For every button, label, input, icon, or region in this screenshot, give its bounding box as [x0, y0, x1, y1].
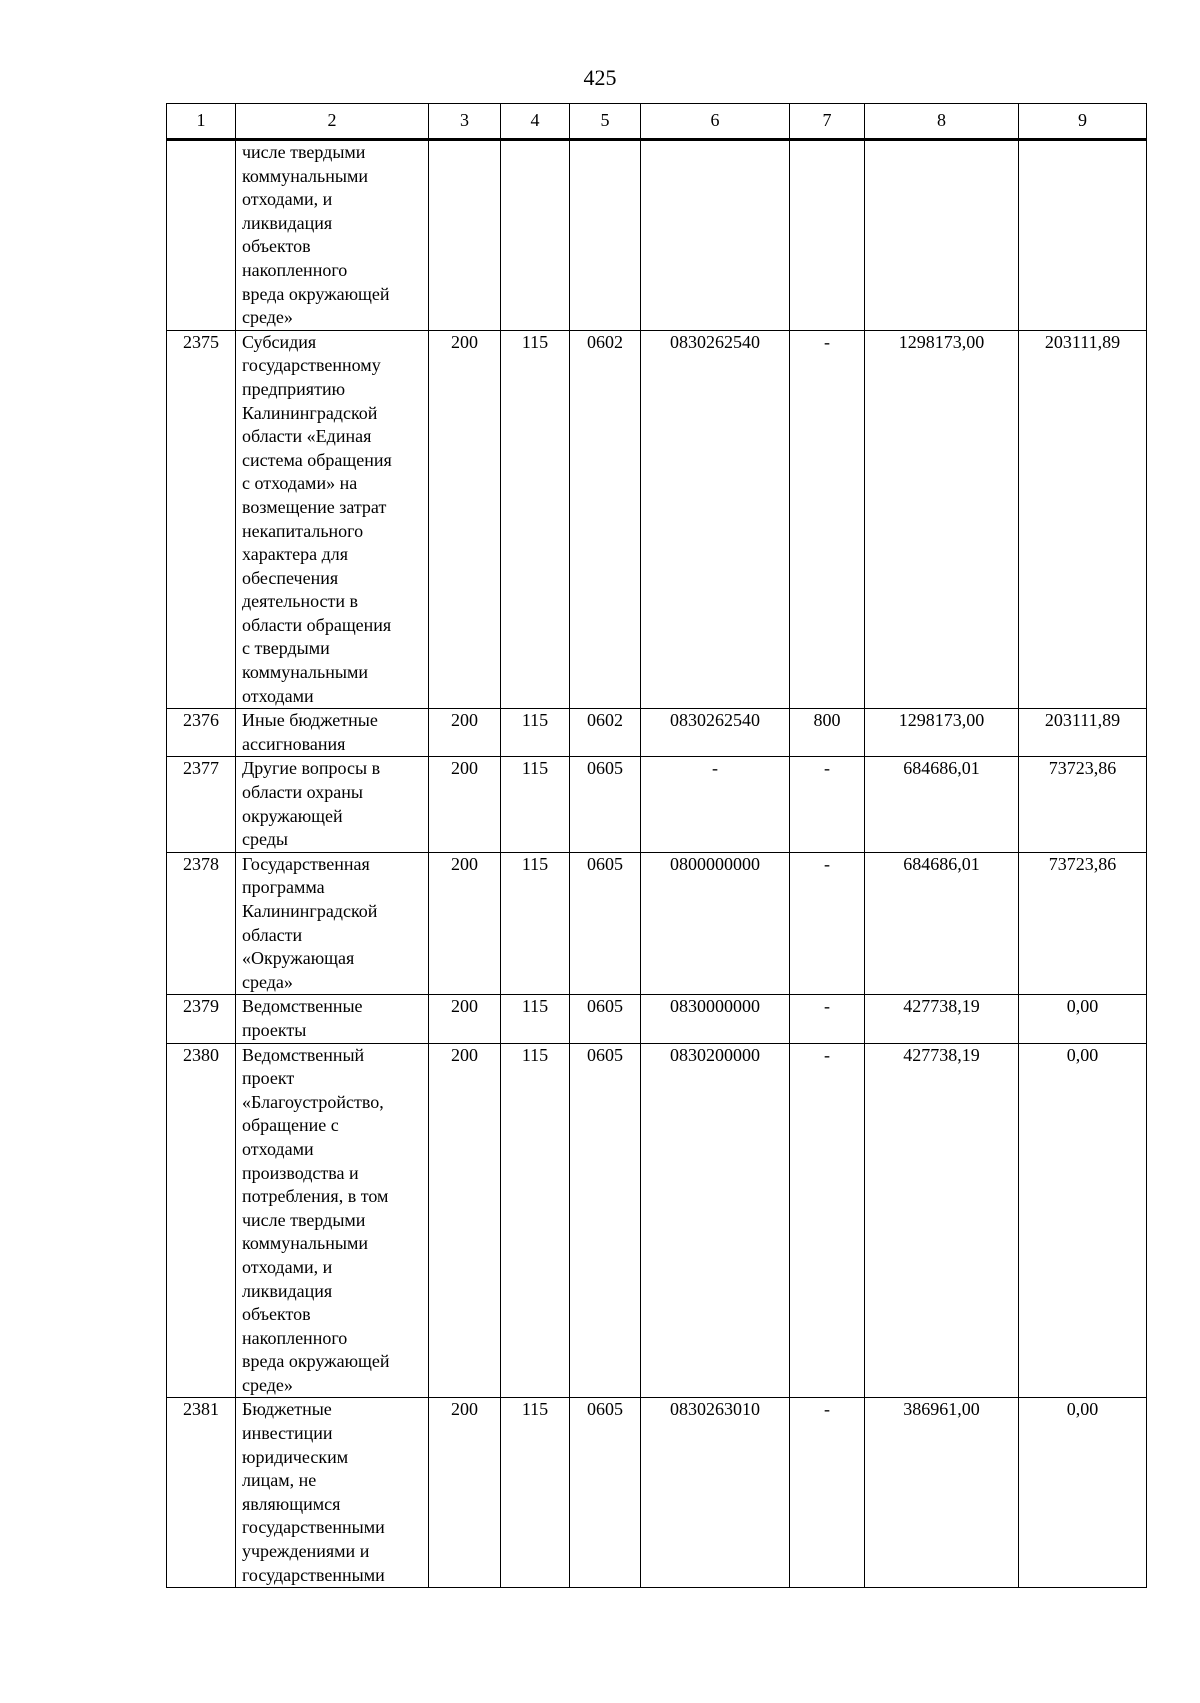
- column-header-6: 6: [641, 104, 790, 140]
- item-name-line: Калининградской: [242, 901, 378, 921]
- ministry-code-cell: 200: [429, 1043, 501, 1398]
- section-code-cell: 0605: [570, 1398, 641, 1588]
- item-name-cell: [236, 852, 429, 995]
- item-name-line: ликвидация: [242, 212, 333, 233]
- target-article-cell: [641, 140, 790, 331]
- target-article-cell: 0800000000: [641, 852, 790, 995]
- item-name-line: Государственная: [242, 853, 370, 874]
- executed-amount-cell: 203111,89: [1019, 330, 1147, 709]
- item-name-line: государственными: [242, 1517, 385, 1538]
- item-name-line: числе твердыми: [242, 1209, 366, 1230]
- expense-type-cell: -: [790, 995, 865, 1043]
- row-number-cell: 2381: [167, 1398, 236, 1588]
- item-name-line: окружающей: [242, 805, 343, 826]
- target-article-cell: -: [641, 757, 790, 852]
- column-header-1: 1: [167, 104, 236, 140]
- item-name-line: характера для: [242, 544, 349, 565]
- item-name-line: коммунальными: [242, 165, 368, 186]
- item-name-line: среды: [242, 829, 288, 850]
- item-name-line: области «Единая: [242, 426, 372, 447]
- table-row: [167, 140, 1147, 331]
- item-name-line: «Окружающая: [242, 948, 355, 969]
- item-name-cell: [236, 995, 429, 1043]
- table-body: [167, 140, 1147, 1588]
- item-name-line: обращение с: [242, 1115, 339, 1136]
- column-header-2: 2: [236, 104, 429, 140]
- item-name-line: среде»: [242, 307, 293, 328]
- amount-cell: 1298173,00: [865, 330, 1019, 709]
- expense-type-cell: -: [790, 852, 865, 995]
- section-code-cell: 0605: [570, 1043, 641, 1398]
- item-name-line: числе твердыми: [242, 142, 366, 162]
- item-name-line: отходами: [242, 1138, 314, 1159]
- ministry-code-cell: 200: [429, 709, 501, 757]
- item-name-line: «Благоустройство,: [242, 1091, 384, 1112]
- expense-type-cell: -: [790, 1043, 865, 1398]
- amount-cell: 427738,19: [865, 1043, 1019, 1398]
- item-name-line: Ведомственный: [242, 1044, 365, 1065]
- item-name-line: программа: [242, 877, 325, 898]
- admin-code-cell: [501, 140, 570, 331]
- item-name-line: возмещение затрат: [242, 496, 387, 517]
- item-name-line: отходами, и: [242, 189, 333, 210]
- section-code-cell: 0605: [570, 995, 641, 1043]
- item-name-cell: [236, 330, 429, 709]
- amount-cell: 684686,01: [865, 757, 1019, 852]
- expense-type-cell: -: [790, 757, 865, 852]
- expense-type-cell: [790, 140, 865, 331]
- amount-cell: 684686,01: [865, 852, 1019, 995]
- header-row: [167, 104, 1147, 140]
- item-name-line: области обращения: [242, 614, 392, 635]
- target-article-cell: 0830262540: [641, 709, 790, 757]
- item-name-line: отходами, и: [242, 1256, 333, 1277]
- row-number-cell: 2379: [167, 995, 236, 1043]
- item-name-line: коммунальными: [242, 662, 368, 683]
- admin-code-cell: 115: [501, 852, 570, 995]
- item-name-line: объектов: [242, 236, 311, 257]
- item-name-line: учреждениями и: [242, 1541, 370, 1562]
- admin-code-cell: 115: [501, 709, 570, 757]
- section-code-cell: 0602: [570, 709, 641, 757]
- item-name-line: проекты: [242, 1019, 307, 1040]
- item-name-line: предприятию: [242, 378, 346, 399]
- item-name-line: государственными: [242, 1564, 385, 1585]
- table-row: [167, 709, 1147, 757]
- item-name-line: объектов: [242, 1304, 311, 1325]
- admin-code-cell: 115: [501, 330, 570, 709]
- item-name-line: являющимся: [242, 1493, 341, 1514]
- target-article-cell: 0830263010: [641, 1398, 790, 1588]
- item-name-line: Иные бюджетные: [242, 710, 378, 731]
- executed-amount-cell: 73723,86: [1019, 757, 1147, 852]
- ministry-code-cell: [429, 140, 501, 331]
- executed-amount-cell: 0,00: [1019, 1398, 1147, 1588]
- table-row: [167, 1398, 1147, 1588]
- column-header-5: 5: [570, 104, 641, 140]
- item-name-line: государственному: [242, 355, 381, 376]
- row-number-cell: 2380: [167, 1043, 236, 1398]
- item-name-line: Калининградской: [242, 402, 378, 423]
- item-name-line: производства и: [242, 1162, 359, 1183]
- item-name-line: накопленного: [242, 1327, 348, 1348]
- item-name-cell: [236, 709, 429, 757]
- row-number-cell: [167, 140, 236, 331]
- executed-amount-cell: 0,00: [1019, 1043, 1147, 1398]
- amount-cell: 386961,00: [865, 1398, 1019, 1588]
- page-number: 425: [583, 65, 617, 90]
- section-code-cell: 0605: [570, 852, 641, 995]
- admin-code-cell: 115: [501, 1043, 570, 1398]
- column-header-9: 9: [1019, 104, 1147, 140]
- amount-cell: 1298173,00: [865, 709, 1019, 757]
- table-row: [167, 852, 1147, 995]
- item-name-cell: [236, 140, 429, 331]
- ministry-code-cell: 200: [429, 995, 501, 1043]
- item-name-line: лицам, не: [242, 1470, 317, 1491]
- table-row: [167, 330, 1147, 709]
- item-name-line: ассигнования: [242, 733, 346, 754]
- item-name-line: Ведомственные: [242, 996, 363, 1017]
- ministry-code-cell: 200: [429, 757, 501, 852]
- amount-cell: 427738,19: [865, 995, 1019, 1043]
- table-row: [167, 1043, 1147, 1398]
- table-row: [167, 757, 1147, 852]
- admin-code-cell: 115: [501, 1398, 570, 1588]
- row-number-cell: 2377: [167, 757, 236, 852]
- row-number-cell: 2378: [167, 852, 236, 995]
- item-name-line: Другие вопросы в: [242, 758, 381, 779]
- expense-type-cell: -: [790, 330, 865, 709]
- item-name-line: проект: [242, 1068, 295, 1089]
- section-code-cell: 0605: [570, 757, 641, 852]
- target-article-cell: 0830262540: [641, 330, 790, 709]
- item-name-line: области охраны: [242, 782, 363, 803]
- row-number-cell: 2375: [167, 330, 236, 709]
- admin-code-cell: 115: [501, 757, 570, 852]
- executed-amount-cell: 73723,86: [1019, 852, 1147, 995]
- item-name-line: с твердыми: [242, 638, 330, 659]
- item-name-line: среде»: [242, 1374, 293, 1395]
- ministry-code-cell: 200: [429, 330, 501, 709]
- item-name-line: система обращения: [242, 449, 392, 470]
- section-code-cell: [570, 140, 641, 331]
- item-name-line: деятельности в: [242, 591, 359, 612]
- column-header-3: 3: [429, 104, 501, 140]
- item-name-line: юридическим: [242, 1446, 349, 1467]
- executed-amount-cell: [1019, 140, 1147, 331]
- target-article-cell: 0830200000: [641, 1043, 790, 1398]
- table-row: [167, 995, 1147, 1043]
- item-name-line: обеспечения: [242, 567, 339, 588]
- item-name-cell: [236, 1398, 429, 1588]
- item-name-line: инвестиции: [242, 1423, 333, 1444]
- item-name-line: с отходами» на: [242, 473, 358, 494]
- executed-amount-cell: 0,00: [1019, 995, 1147, 1043]
- admin-code-cell: 115: [501, 995, 570, 1043]
- item-name-line: вреда окружающей: [242, 283, 390, 304]
- column-header-8: 8: [865, 104, 1019, 140]
- item-name-line: вреда окружающей: [242, 1351, 390, 1372]
- item-name-cell: [236, 757, 429, 852]
- item-name-line: области: [242, 924, 303, 945]
- ministry-code-cell: 200: [429, 1398, 501, 1588]
- expense-type-cell: -: [790, 1398, 865, 1588]
- item-name-line: накопленного: [242, 259, 348, 280]
- table-header: [167, 104, 1147, 140]
- item-name-line: среда»: [242, 971, 293, 992]
- item-name-line: Субсидия: [242, 331, 317, 352]
- executed-amount-cell: 203111,89: [1019, 709, 1147, 757]
- expense-type-cell: 800: [790, 709, 865, 757]
- row-number-cell: 2376: [167, 709, 236, 757]
- item-name-line: Бюджетные: [242, 1399, 332, 1420]
- budget-table: [166, 103, 1147, 1588]
- item-name-line: потребления, в том: [242, 1186, 389, 1207]
- item-name-line: ликвидация: [242, 1280, 333, 1301]
- item-name-line: некапитального: [242, 520, 364, 541]
- target-article-cell: 0830000000: [641, 995, 790, 1043]
- item-name-cell: [236, 1043, 429, 1398]
- item-name-line: отходами: [242, 685, 314, 706]
- section-code-cell: 0602: [570, 330, 641, 709]
- item-name-line: коммунальными: [242, 1233, 368, 1254]
- column-header-7: 7: [790, 104, 865, 140]
- column-header-4: 4: [501, 104, 570, 140]
- ministry-code-cell: 200: [429, 852, 501, 995]
- amount-cell: [865, 140, 1019, 331]
